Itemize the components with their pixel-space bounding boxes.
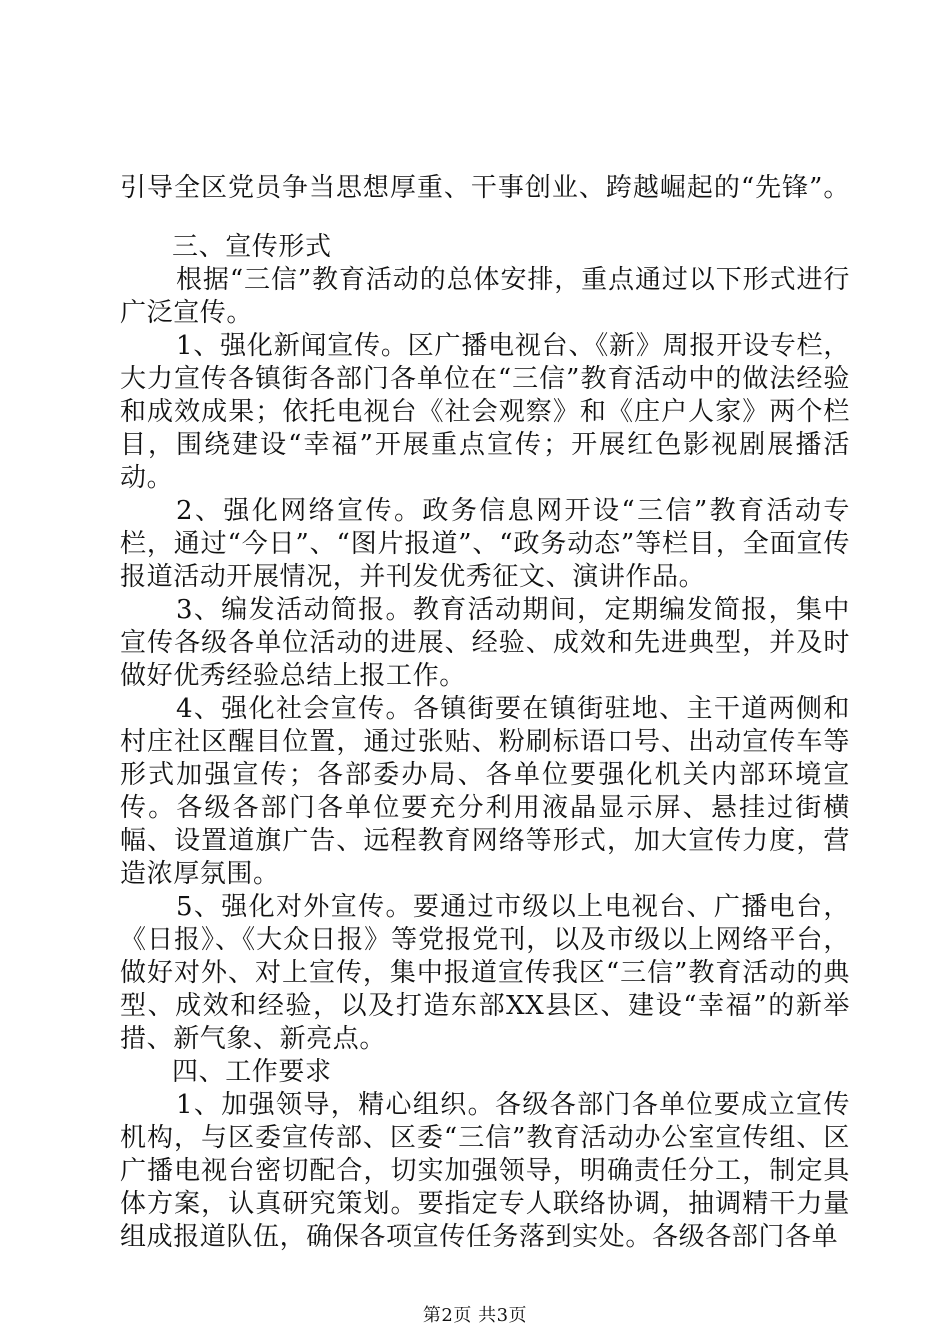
paragraph-briefing: 3、编发活动简报。教育活动期间，定期编发简报，集中宣传各级各单位活动的进展、经验、成效和先进典型，并及时做好优秀经验总结上报工作。 bbox=[120, 595, 850, 691]
paragraph-social: 4、强化社会宣传。各镇街要在镇街驻地、主干道两侧和村庄社区醒目位置，通过张贴、粉刷标语口号、出动宣传车等形式加强宣传；各部委办局、各单位要强化机关内部环境宣传。各级各部门各单位要充分利用液晶显示屏、悬挂过街横幅、设置道旗广告、远程教育网络等形式，加大宣传力度，营造浓厚氛围。 bbox=[120, 694, 850, 889]
paragraph-continuation: 引导全区党员争当思想厚重、干事创业、跨越崛起的“先锋”。 bbox=[120, 173, 850, 203]
paragraph-gap bbox=[120, 205, 850, 231]
section-heading-4: 四、工作要求 bbox=[172, 1057, 332, 1087]
paragraph-network: 2、强化网络宣传。政务信息网开设“三信”教育活动专栏，通过“今日”、“图片报道”、“政务动态”等栏目，全面宣传报道活动开展情况，并刊发优秀征文、演讲作品。 bbox=[120, 496, 850, 592]
document-body bbox=[120, 172, 850, 1254]
page-footer: 第2页 共3页 bbox=[422, 1305, 528, 1326]
section-heading-3: 三、宣传形式 bbox=[172, 232, 332, 262]
paragraph-external: 5、强化对外宣传。要通过市级以上电视台、广播电台，《日报》、《大众日报》等党报党刊，以及市级以上网络平台，做好对外、对上宣传，集中报道宣传我区“三信”教育活动的典型、成效和经验，以及打造东部XX县区、建设“幸福”的新举措、新气象、新亮点。 bbox=[120, 892, 850, 1054]
paragraph-intro: 根据“三信”教育活动的总体安排，重点通过以下形式进行广泛宣传。 bbox=[120, 265, 850, 328]
paragraph-leadership: 1、加强领导，精心组织。各级各部门各单位要成立宣传机构，与区委宣传部、区委“三信”教育活动办公室宣传组、区广播电视台密切配合，切实加强领导，明确责任分工，制定具体方案，认真研究策划。要指定专人联络协调，抽调精干力量组成报道队伍，确保各项宣传任务落到实处。各级各部门各单 bbox=[120, 1090, 850, 1252]
paragraph-news: 1、强化新闻宣传。区广播电视台、《新》周报开设专栏，大力宣传各镇街各部门各单位在“三信”教育活动中的做法经验和成效成果；依托电视台《社会观察》和《庄户人家》两个栏目，围绕建设“幸福”开展重点宣传；开展红色影视剧展播活动。 bbox=[120, 331, 850, 493]
